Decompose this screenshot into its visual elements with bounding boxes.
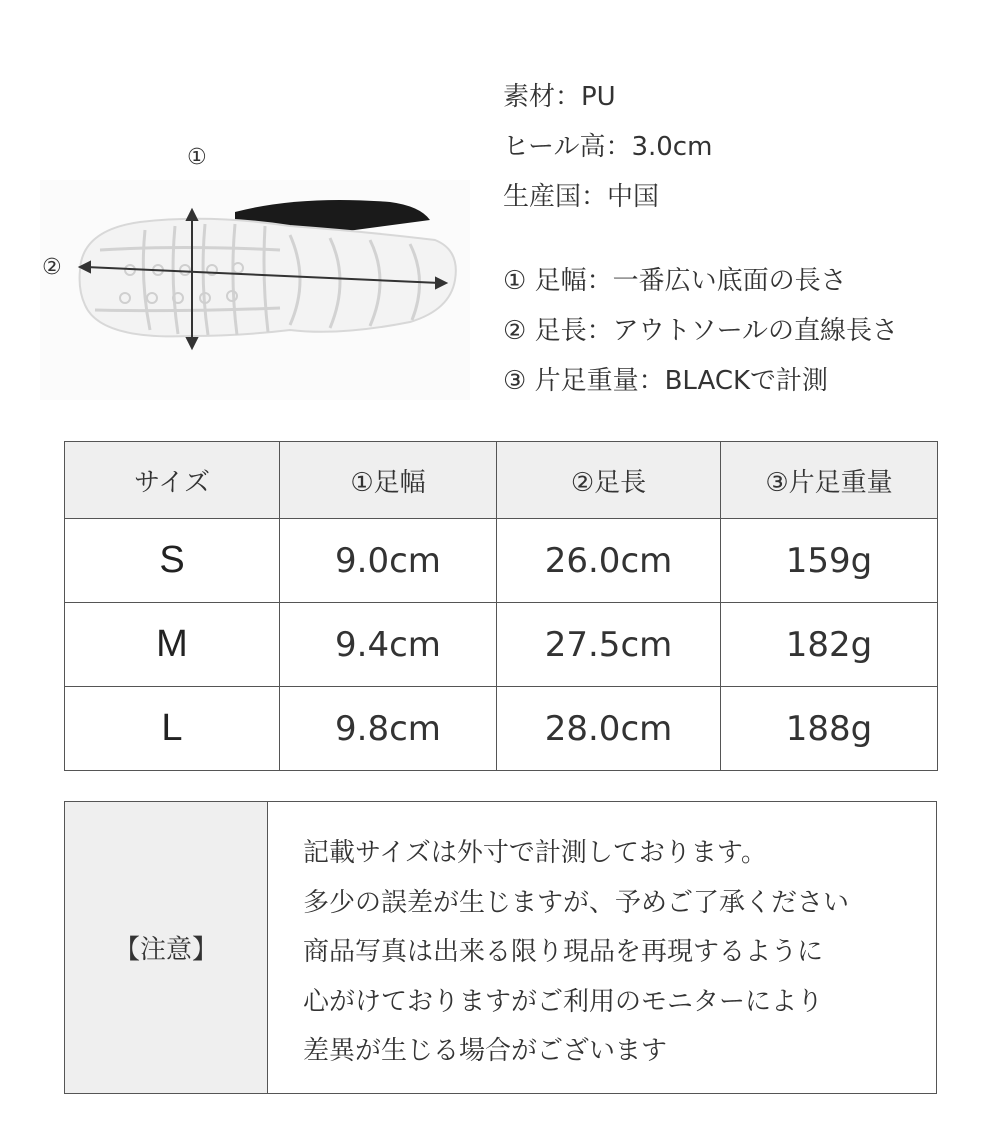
width-cell: 9.4cm	[280, 603, 497, 687]
header-length: ②足長	[497, 442, 721, 519]
note-line: 記載サイズは外寸で計測しております。	[303, 838, 767, 868]
definition-width: ① 足幅：一番広い底面の長さ	[503, 266, 847, 296]
width-marker: ①	[187, 145, 207, 170]
spec-heel-height: ヒール高：3.0cm	[503, 132, 713, 162]
header-weight: ③片足重量	[721, 442, 938, 519]
weight-cell: 188g	[721, 687, 938, 771]
size-cell: L	[65, 687, 280, 771]
shoe-sole-diagram	[40, 140, 470, 400]
notes-label: 【注意】	[65, 802, 268, 1093]
note-line: 多少の誤差が生じますが、予めご了承ください	[303, 887, 850, 918]
width-cell: 9.0cm	[280, 519, 497, 603]
header-width: ①足幅	[280, 442, 497, 519]
size-cell: S	[65, 519, 280, 603]
length-cell: 26.0cm	[497, 519, 721, 603]
weight-cell: 182g	[721, 603, 938, 687]
table-row	[65, 687, 938, 771]
note-line: 商品写真は出来る限り現品を再現するように	[303, 937, 824, 967]
width-cell: 9.8cm	[280, 687, 497, 771]
table-row	[65, 603, 938, 687]
measurement-definitions	[503, 256, 983, 406]
shoe-sole-image	[40, 140, 470, 400]
spec-list	[503, 72, 983, 222]
notes-body	[268, 802, 849, 1093]
size-table	[64, 441, 938, 771]
table-row	[65, 519, 938, 603]
spec-origin: 生産国：中国	[503, 182, 660, 212]
definition-length: ② 足長：アウトソールの直線長さ	[503, 316, 899, 346]
size-cell: M	[65, 603, 280, 687]
spec-material: 素材：PU	[503, 82, 616, 112]
length-cell: 27.5cm	[497, 603, 721, 687]
table-header-row	[65, 442, 938, 519]
weight-cell: 159g	[721, 519, 938, 603]
note-line: 差異が生じる場合がございます	[303, 1036, 668, 1066]
definition-weight: ③ 片足重量：BLACKで計測	[503, 366, 829, 396]
length-cell: 28.0cm	[497, 687, 721, 771]
notes-box	[64, 801, 937, 1094]
header-size: サイズ	[65, 442, 280, 519]
note-line: 心がけておりますがご利用のモニターにより	[303, 986, 824, 1017]
length-marker: ②	[42, 255, 62, 280]
